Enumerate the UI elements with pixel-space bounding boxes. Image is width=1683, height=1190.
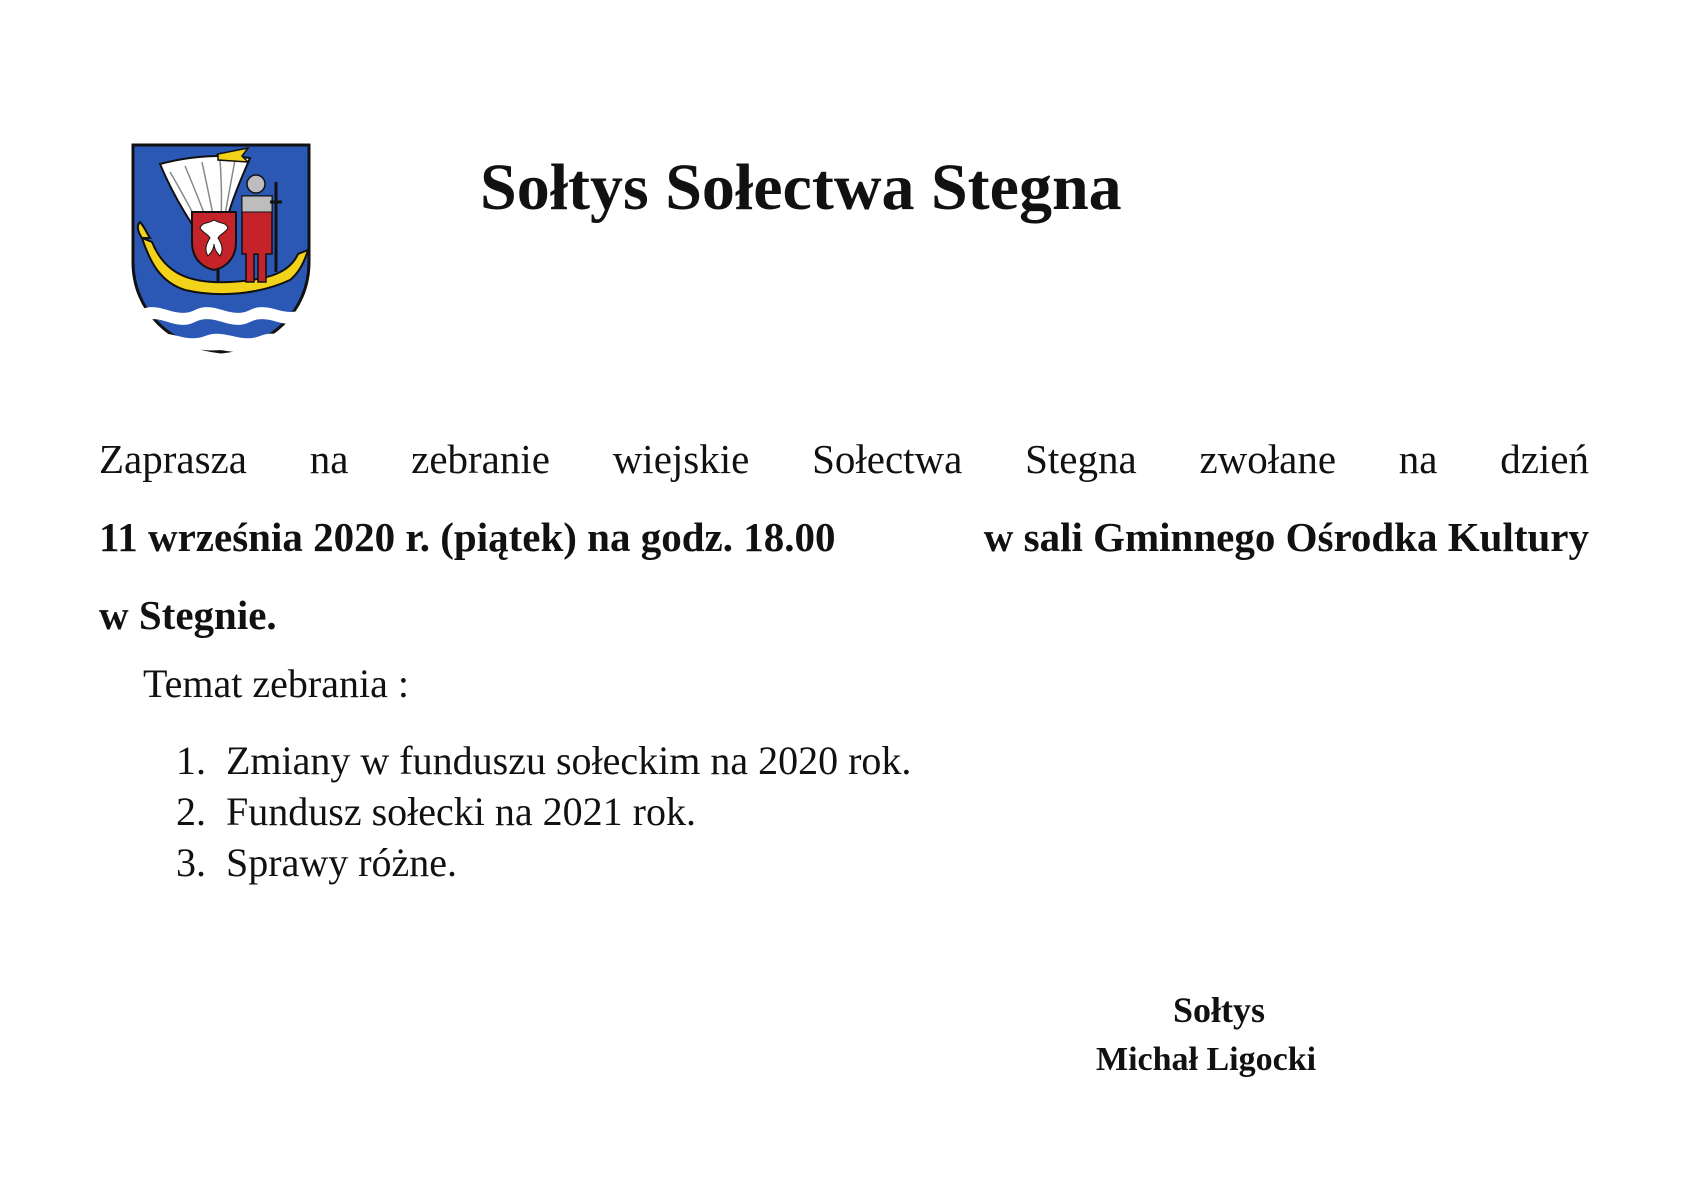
agenda-item bbox=[176, 786, 911, 837]
water-wave-white-2 bbox=[154, 334, 292, 352]
agenda-item-text: Fundusz sołecki na 2021 rok. bbox=[226, 789, 696, 834]
invitation-word: Zaprasza bbox=[99, 436, 247, 482]
meeting-date: 11 września 2020 r. (piątek) na godz. 18.00 bbox=[99, 514, 836, 560]
invitation-word: Stegna bbox=[1025, 436, 1137, 482]
agenda-item bbox=[176, 735, 911, 786]
invitation-word: zwołane bbox=[1199, 436, 1337, 482]
invitation-word: dzień bbox=[1500, 436, 1589, 482]
invitation-line-1 bbox=[99, 420, 1589, 498]
invitation-word: na bbox=[309, 436, 349, 482]
agenda-item-number: 2. bbox=[176, 789, 206, 834]
agenda-item-number: 3. bbox=[176, 840, 206, 885]
agenda-item bbox=[176, 837, 911, 888]
meeting-venue: w sali Gminnego Ośrodka Kultury bbox=[983, 514, 1589, 560]
invitation-text bbox=[99, 420, 1589, 654]
agenda-item-text: Sprawy różne. bbox=[226, 840, 458, 885]
coat-of-arms-icon bbox=[130, 142, 312, 354]
agenda-item-text: Zmiany w funduszu sołeckim na 2020 rok. bbox=[226, 738, 912, 783]
invitation-word: zebranie bbox=[411, 436, 550, 482]
signature-name: Michał Ligocki bbox=[1096, 1041, 1317, 1078]
knight-head bbox=[247, 175, 265, 193]
invitation-word: na bbox=[1398, 436, 1438, 482]
page-title: Sołtys Sołectwa Stegna bbox=[480, 151, 1122, 224]
signature-role: Sołtys bbox=[1173, 990, 1266, 1030]
agenda-list bbox=[176, 735, 911, 888]
invitation-word: wiejskie bbox=[612, 436, 750, 482]
invitation-word: Sołectwa bbox=[812, 436, 963, 482]
agenda-heading: Temat zebrania : bbox=[143, 661, 409, 706]
meeting-date-line bbox=[99, 498, 1589, 576]
meeting-place: w Stegnie. bbox=[99, 592, 277, 638]
agenda-item-number: 1. bbox=[176, 738, 206, 783]
